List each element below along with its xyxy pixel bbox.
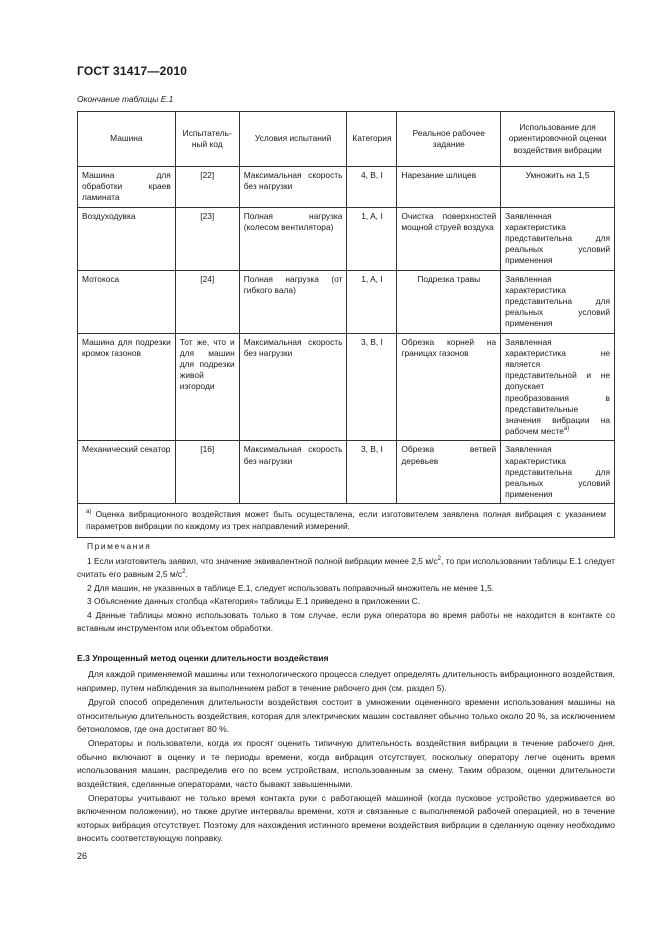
cell-category: 3, B, I	[347, 333, 397, 441]
paragraph: Другой способ определения длительности воздействия состоит в умножении оцененного времени использования машины на относительную длительность воздействия, которая для электрических машин составляет обычно только около 20 %, за исключением бетоноломов, где она достигает 80 %.	[77, 697, 615, 735]
section-heading: Е.3 Упрощенный метод оценки длительности воздействия	[77, 653, 329, 663]
notes-block	[77, 540, 615, 636]
cell-usage: Заявленная характеристика представительна для реальных условий применения	[501, 441, 615, 504]
table-row	[78, 270, 615, 333]
column-header: Машина	[78, 112, 176, 167]
cell-task: Обрезка корней на границах газонов	[397, 333, 501, 441]
section-e3	[77, 652, 615, 847]
column-header: Испытатель-ный код	[175, 112, 239, 167]
table-row	[78, 333, 615, 441]
cell-usage: Умножить на 1,5	[501, 167, 615, 208]
cell-code: [16]	[175, 441, 239, 504]
cell-machine: Машина для обработки краев ламината	[78, 167, 176, 208]
cell-task: Подрезка травы	[397, 270, 501, 333]
cell-usage: Заявленная характеристика представительна для реальных условий применения	[501, 270, 615, 333]
document-header: ГОСТ 31417—2010	[77, 64, 188, 78]
footnote-text: Оценка вибрационного воздействия может быть осуществлена, если изготовителем заявлена полная вибрация с указанием параметров вибрации по каждому из трех направлений измерений.	[86, 509, 606, 531]
cell-code: Тот же, что и для машин для подрезки живой изгороди	[175, 333, 239, 441]
cell-machine: Мотокоса	[78, 270, 176, 333]
cell-task: Обрезка ветвей деревьев	[397, 441, 501, 504]
table-footnote	[78, 504, 615, 537]
column-header: Использование для ориентировочной оценки воздействия вибрации	[501, 112, 615, 167]
cell-usage-text: Заявленная характеристика не является представительной и не допускает преобразования в представительные значения вибрации на рабочем месте	[505, 336, 610, 437]
cell-category: 4, B, I	[347, 167, 397, 208]
cell-machine: Воздуходувка	[78, 207, 176, 270]
cell-code: [24]	[175, 270, 239, 333]
cell-code: [22]	[175, 167, 239, 208]
cell-category: 3, B, I	[347, 441, 397, 504]
cell-machine: Механический секатор	[78, 441, 176, 504]
cell-category: 1, A, I	[347, 270, 397, 333]
note-4: 4 Данные таблицы можно использовать только в том случае, если рука оператора во время работы не находится в контакте со вставным инструментом или объектом обработки.	[77, 609, 615, 633]
column-header: Категория	[347, 112, 397, 167]
note-3: 3 Объяснение данных столбца «Категория» таблицы Е.1 приведено в приложении С.	[87, 596, 420, 606]
cell-machine: Машина для подрезки кромок газонов	[78, 333, 176, 441]
footnote-marker: а)	[86, 509, 92, 516]
vibration-table	[77, 111, 615, 538]
table-header-row	[78, 112, 615, 167]
paragraph: Для каждой применяемой машины или технологического процесса следует определять длительность вибрационного воздействия, например, путем наблюдения за выполнением работ в течение рабочего дня (см. раздел 5).	[77, 669, 615, 693]
note-1: 1 Если изготовитель заявил, что значение эквивалентной полной вибрации менее 2,5 $м/с^2$, то при использовании таблицы Е.1 следует считать его равным 2,5 $м/с^2$.	[77, 555, 615, 579]
cell-task: Нарезание шлицев	[397, 167, 501, 208]
table-row	[78, 207, 615, 270]
cell-conditions: Максимальная скорость без нагрузки	[239, 441, 347, 504]
paragraph: Операторы учитывают не только время контакта руки с работающей машиной (когда пусковое устройство удерживается во включенном положении), но также другие интервалы времени, хотя и связанные с выполняемой рабочей операцией, но в течение которых вибрация отсутствует. Поэтому для нахождения истинного времени воздействия вибрации в сделанную оценку необходимо вносить соответствующую поправку.	[77, 793, 615, 844]
notes-title: Примечания	[87, 541, 152, 551]
cell-usage: Заявленная характеристика представительна для реальных условий применения	[501, 207, 615, 270]
column-header: Реальное рабочее задание	[397, 112, 501, 167]
table-row	[78, 167, 615, 208]
note-2: 2 Для машин, не указанных в таблице Е.1, следует использовать поправочный множитель не менее 1,5.	[87, 582, 495, 593]
cell-conditions: Максимальная скорость без нагрузки	[239, 167, 347, 208]
table-caption: Окончание таблицы Е.1	[77, 94, 174, 104]
footnote-marker: a)	[563, 426, 570, 433]
page-number: 26	[77, 851, 88, 861]
cell-usage	[501, 333, 615, 441]
cell-conditions: Полная нагрузка (от гибкого вала)	[239, 270, 347, 333]
table-row	[78, 441, 615, 504]
cell-category: 1, A, I	[347, 207, 397, 270]
paragraph: Операторы и пользователи, когда их просят оценить типичную длительность воздействия вибрации в течение рабочего дня, обычно включают в оценку и те периоды времени, когда вибрация отсутствует, поскольку оператору легче оценить время использования машин, распределив его по всем устройствам, использованным за смену. Таким образом, оценки длительности воздействия, сделанные операторами, часто бывают завышенными.	[77, 738, 615, 789]
table-footnote-row	[78, 504, 615, 537]
cell-conditions: Максимальная скорость без нагрузки	[239, 333, 347, 441]
column-header: Условия испытаний	[239, 112, 347, 167]
cell-task: Очистка поверхностей мощной струей воздуха	[397, 207, 501, 270]
cell-code: [23]	[175, 207, 239, 270]
cell-conditions: Полная нагрузка (колесом вентилятора)	[239, 207, 347, 270]
